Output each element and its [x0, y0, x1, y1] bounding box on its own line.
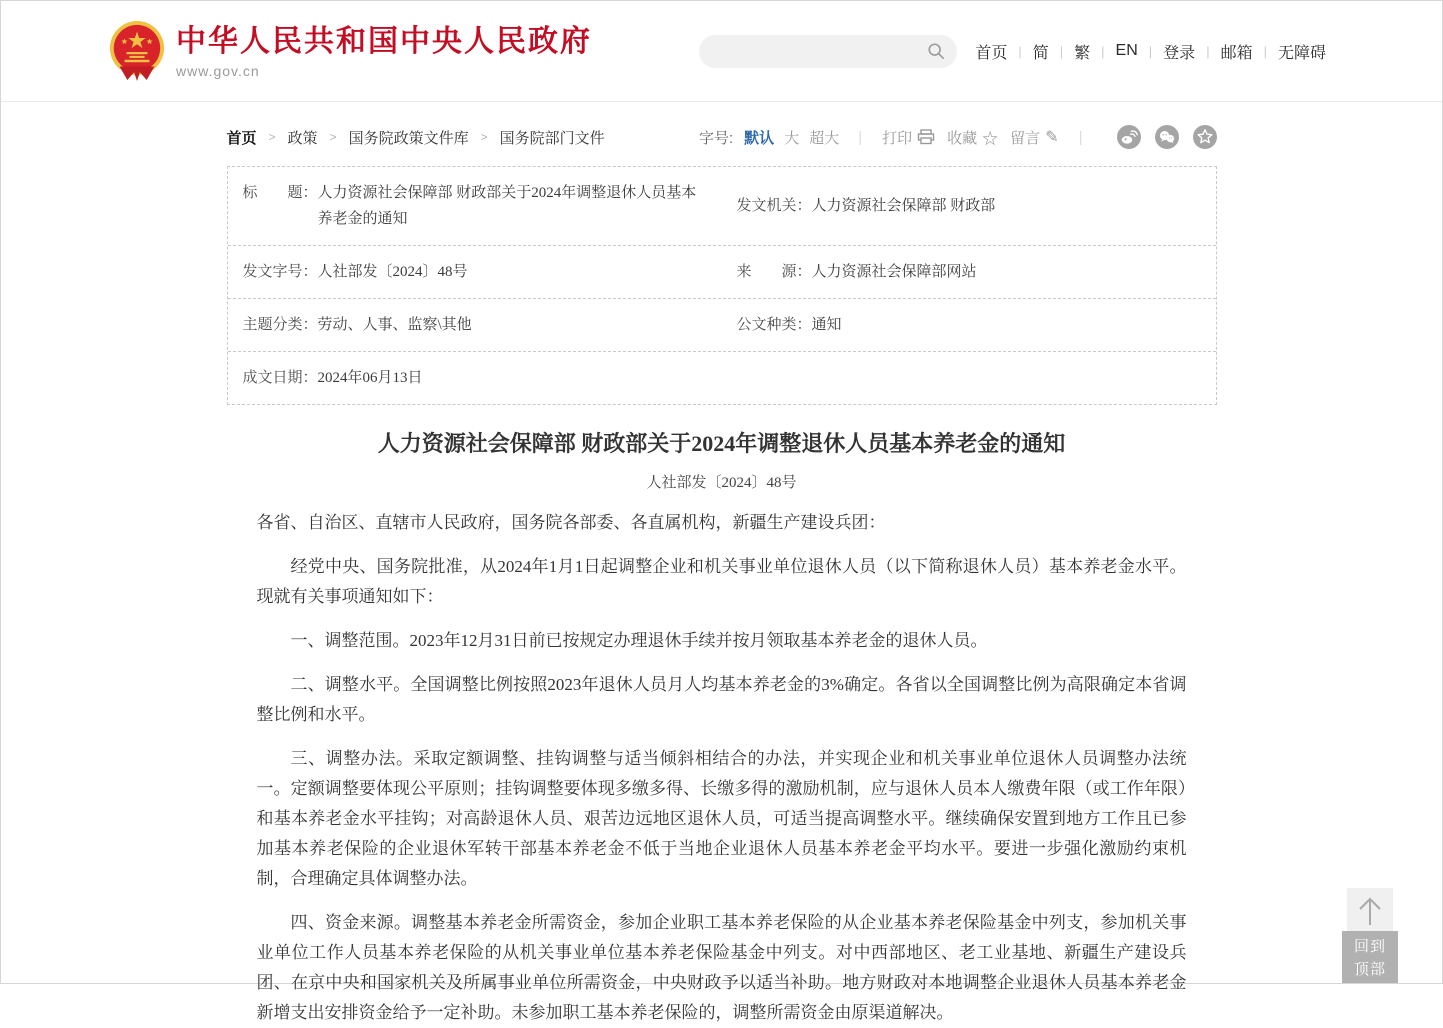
meta-docno-value: 人社部发〔2024〕48号: [317, 264, 468, 280]
meta-title-value: 人力资源社会保障部 财政部关于2024年调整退休人员基本养老金的通知: [317, 185, 697, 227]
logo-text: [176, 24, 592, 79]
meta-cell-category: [228, 312, 722, 338]
back-to-top-button[interactable]: [1342, 888, 1398, 983]
main-content: [227, 124, 1217, 1028]
meta-issuer-label: 发文机关：: [736, 198, 812, 214]
meta-row-category: [228, 299, 1216, 352]
chevron-right-icon: >: [329, 130, 337, 144]
nav-simplified[interactable]: 简: [1032, 44, 1049, 62]
chevron-right-icon: >: [268, 130, 276, 144]
fontsize-xlarge-button[interactable]: 超大: [809, 129, 840, 147]
meta-category-value: 劳动、人事、监察\其他: [317, 317, 472, 333]
nav-traditional[interactable]: 繁: [1074, 44, 1091, 62]
breadcrumb-toolbar-row: [227, 124, 1217, 150]
meta-cell-source: [722, 259, 1216, 285]
printer-icon: [917, 129, 935, 145]
wechat-share-icon[interactable]: [1155, 125, 1179, 149]
page-toolbar: [699, 125, 1217, 149]
meta-row-title: [228, 167, 1216, 246]
paragraph-section-1: 一、调整范围。2023年12月31日前已按规定办理退休手续并按月领取基本养老金的退休人员。: [290, 631, 988, 650]
top-nav: [975, 40, 1326, 63]
national-emblem-icon: [108, 20, 166, 82]
site-title: 中华人民共和国中央人民政府: [176, 24, 592, 58]
site-url: www.gov.cn: [176, 62, 260, 79]
document-meta-table: [227, 166, 1217, 405]
weibo-share-icon[interactable]: [1117, 125, 1141, 149]
nav-separator: |: [1206, 43, 1210, 59]
breadcrumb-policy-library[interactable]: 国务院政策文件库: [348, 129, 469, 147]
share-buttons: [1103, 125, 1217, 149]
meta-type-value: 通知: [811, 317, 842, 333]
nav-separator: |: [1059, 43, 1064, 59]
paragraph-section-4: 四、资金来源。调整基本养老金所需资金，参加企业职工基本养老保险的从企业基本养老保险基金中列支，参加机关事业单位工作人员基本养老保险的从机关事业单位基本养老保险基金中列支。对中西部地区、老工业基地、新疆生产建设兵团、在京中央和国家机关及所属事业单位所需资金，中央财政予以适当补助。地方财政对本地调整企业退休人员基本养老金新增支出安排资金给予一定补助。未参加职工基本养老保险的，调整所需资金由原渠道解决。: [256, 913, 1187, 1022]
nav-separator: |: [1101, 43, 1105, 59]
fontsize-default-button[interactable]: 默认: [744, 129, 775, 147]
toolbar-separator: |: [858, 128, 863, 146]
document-body: [227, 429, 1217, 1028]
meta-source-value: 人力资源社会保障部网站: [811, 264, 977, 280]
paragraph-salutation: 各省、自治区、直辖市人民政府，国务院各部委、各直属机构，新疆生产建设兵团：: [256, 513, 886, 532]
breadcrumb-policy[interactable]: 政策: [287, 129, 318, 147]
print-label: 打印: [882, 129, 913, 147]
favorite-button[interactable]: [947, 126, 998, 149]
nav-separator: |: [1263, 43, 1267, 59]
toolbar-separator: |: [1078, 128, 1083, 146]
chevron-right-icon: >: [480, 130, 488, 144]
search-icon[interactable]: [927, 42, 945, 60]
site-header: [1, 1, 1442, 102]
search-input[interactable]: [715, 43, 927, 59]
search-box[interactable]: [699, 35, 957, 68]
paragraph-section-3: 三、调整办法。采取定额调整、挂钩调整与适当倾斜相结合的办法，并实现企业和机关事业单位退休人员调整办法统一。定额调整要体现公平原则；挂钩调整要体现多缴多得、长缴多得的激励机制，应与退休人员本人缴费年限（或工作年限）和基本养老金水平挂钩；对高龄退休人员、艰苦边远地区退休人员，可适当提高调整水平。继续确保安置到地方工作且已参加基本养老保险的企业退休军转干部基本养老金不低于当地企业退休人员基本养老金平均水平。要进一步强化激励约束机制，合理确定具体调整办法。: [256, 749, 1187, 888]
back-to-top-label[interactable]: [1342, 931, 1398, 983]
meta-cell-issuer: [722, 193, 1216, 219]
meta-row-docno: [228, 246, 1216, 299]
site-logo[interactable]: [108, 20, 592, 82]
pencil-icon: ✎: [1045, 129, 1059, 146]
nav-home[interactable]: 首页: [975, 44, 1008, 62]
meta-row-date: [228, 352, 1216, 404]
meta-docno-label: 发文字号：: [242, 264, 318, 280]
star-icon: ☆: [982, 130, 999, 148]
header-right: [699, 35, 1326, 68]
meta-category-label: 主题分类：: [242, 317, 318, 333]
arrow-up-icon[interactable]: [1347, 888, 1393, 934]
fontsize-label: 字号:: [699, 129, 734, 147]
meta-cell-docno: [228, 259, 722, 285]
favorite-label: 收藏: [947, 129, 978, 147]
meta-source-label: 来 源：: [736, 264, 812, 280]
document-number: 人社部发〔2024〕48号: [646, 475, 797, 491]
nav-accessibility[interactable]: 无障碍: [1277, 44, 1326, 62]
breadcrumb: [227, 127, 605, 148]
breadcrumb-department-docs[interactable]: 国务院部门文件: [499, 129, 605, 147]
paragraph-section-2: 二、调整水平。全国调整比例按照2023年退休人员月人均基本养老金的3%确定。各省以全国调整比例为高限确定本省调整比例和水平。: [256, 675, 1187, 724]
back-to-top-line2: 顶部: [1353, 961, 1386, 978]
nav-english[interactable]: EN: [1115, 42, 1138, 59]
qzone-share-icon[interactable]: [1193, 125, 1217, 149]
meta-cell-type: [722, 312, 1216, 338]
fontsize-large-button[interactable]: 大: [784, 129, 800, 147]
meta-date-label: 成文日期：: [242, 370, 318, 386]
meta-title-label: 标 题：: [242, 185, 318, 201]
nav-mail[interactable]: 邮箱: [1220, 44, 1253, 62]
paragraph-intro: 经党中央、国务院批准，从2024年1月1日起调整企业和机关事业单位退休人员（以下简称退休人员）基本养老金水平。现就有关事项通知如下：: [256, 557, 1187, 606]
comment-label: 留言: [1010, 129, 1041, 147]
nav-login[interactable]: 登录: [1163, 44, 1196, 62]
back-to-top-line1: 回到: [1353, 938, 1386, 955]
meta-issuer-value: 人力资源社会保障部 财政部: [811, 198, 996, 214]
meta-cell-date: [228, 365, 722, 391]
comment-button[interactable]: [1010, 127, 1058, 148]
meta-cell-title: [228, 180, 722, 232]
breadcrumb-home[interactable]: 首页: [226, 129, 257, 147]
document-title: 人力资源社会保障部 财政部关于2024年调整退休人员基本养老金的通知: [377, 431, 1066, 456]
meta-type-label: 公文种类：: [736, 317, 812, 333]
nav-separator: |: [1018, 43, 1022, 59]
nav-separator: |: [1148, 43, 1153, 59]
meta-date-value: 2024年06月13日: [317, 370, 423, 386]
print-button[interactable]: [882, 127, 935, 148]
